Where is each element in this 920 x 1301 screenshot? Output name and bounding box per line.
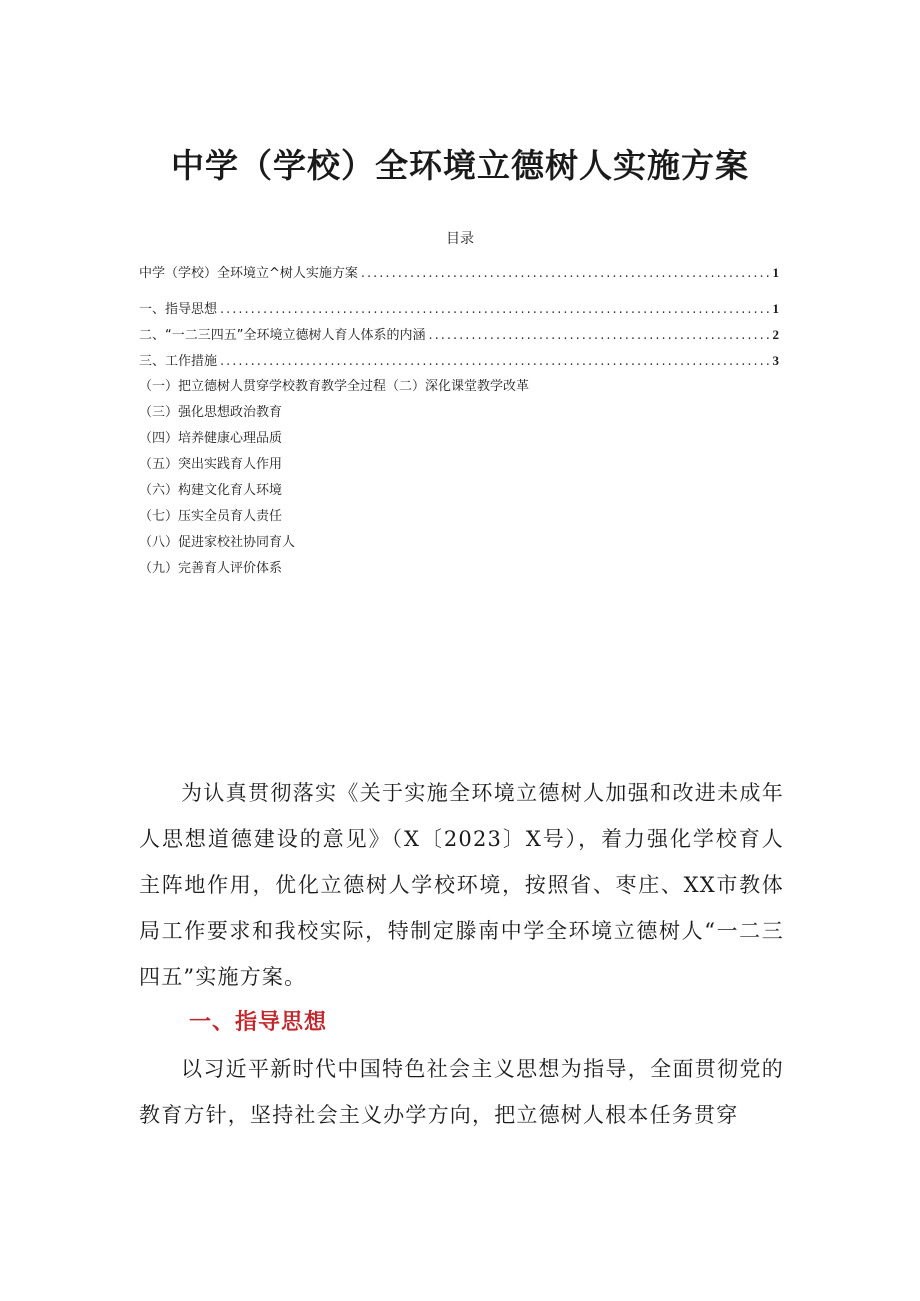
toc-entry-page: 3 [772, 353, 779, 368]
intro-paragraph: 为认真贯彻落实《关于实施全环境立德树人加强和改进未成年人思想道德建设的意见》（X〔2023〕X号），着力强化学校育人主阵地作用，优化立德树人学校环境，按照省、枣庄、XX市教体局工作要求和我校实际，特制定滕南中学全环境立德树人“一二三四五”实施方案。 [139, 781, 784, 989]
toc-entry-label: 三、工作措施 [139, 354, 218, 369]
toc-entry-label: 一、指导思想 [139, 302, 218, 317]
toc-subentry[interactable]: （九）完善育人评价体系 [139, 561, 283, 576]
toc-heading: 目录 [446, 231, 474, 247]
toc-entry[interactable] [139, 326, 779, 344]
toc-leader-dots [220, 353, 769, 371]
document-title: 中学（学校）全环境立德树人实施方案 [171, 146, 749, 185]
toc-entry-label: 中学（学校）全环境立^树人实施方案 [139, 266, 358, 281]
toc-entry[interactable] [139, 352, 779, 370]
toc-entry-page: 1 [772, 265, 779, 280]
toc-entry-page: 2 [772, 327, 779, 342]
toc-subentry[interactable]: （四）培养健康心理品质 [139, 431, 283, 446]
toc-leader-dots [361, 265, 770, 283]
toc-leader-dots [220, 301, 769, 319]
toc-subentry[interactable]: （七）压实全员育人责任 [139, 509, 283, 524]
body-content [139, 770, 784, 1138]
toc-subentry[interactable]: （六）构建文化育人环境 [139, 483, 283, 498]
toc-entry[interactable] [139, 300, 779, 318]
toc-entry-label: 二、“一二三四五”全环境立德树人育人体系的内涵 [139, 328, 426, 343]
toc-entry-page: 1 [772, 301, 779, 316]
section-paragraph: 以习近平新时代中国特色社会主义思想为指导，全面贯彻党的教育方针，坚持社会主义办学方向，把立德树人根本任务贯穿 [139, 1057, 784, 1127]
toc-subentry[interactable]: （五）突出实践育人作用 [139, 457, 283, 472]
toc-leader-dots [428, 327, 769, 345]
toc-subentry[interactable]: （八）促进家校社协同育人 [139, 535, 296, 550]
table-of-contents [139, 264, 779, 586]
toc-subentry[interactable]: （三）强化思想政治教育 [139, 405, 283, 420]
toc-subentry[interactable]: （一）把立德树人贯穿学校教育教学全过程（二）深化课堂教学改革 [139, 379, 530, 394]
section-heading-guiding-ideology: 一、指导思想 [189, 1010, 328, 1035]
toc-entry[interactable] [139, 264, 779, 282]
